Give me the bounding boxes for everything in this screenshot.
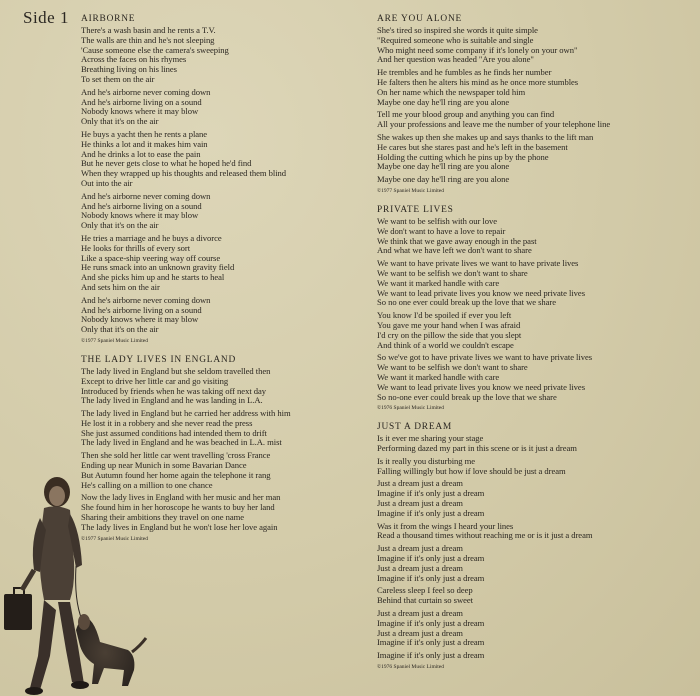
lyric-line: Like a space-ship veering way off course (81, 252, 221, 263)
lyric-line: Is it ever me sharing your stage (377, 433, 484, 444)
lyric-line: The lady lives in England but he won't lose her love again (81, 521, 278, 532)
lyric-line: Imagine if it's only just a dream (377, 637, 485, 648)
lyric-stanza (377, 434, 695, 454)
lyric-line: Is it really you disturbing me (377, 455, 476, 466)
lyric-stanza (377, 522, 695, 542)
lyric-line: The lady lived in England and he was beached in L.A. mist (81, 437, 282, 448)
lyric-line: Was it from the wings I heard your lines (377, 520, 514, 531)
lyric-line: And think of a world we couldn't escape (377, 339, 514, 350)
lyric-line: But he never gets close to what he hoped he'd find (81, 158, 252, 169)
lyric-line: Imagine if it's only just a dream (377, 507, 485, 518)
lyric-line: He cares but she stares past and he's left in the basement (377, 141, 568, 152)
lyric-line: We don't want to have a love to repair (377, 225, 506, 236)
lyric-line: Imagine if it's only just a dream (377, 488, 485, 499)
lyric-line: Just a dream just a dream (377, 608, 463, 619)
lyric-line: But Autumn found her home again the telephone it rang (81, 469, 271, 480)
lyric-line: Only that it's on the air (81, 220, 159, 231)
lyric-stanza (81, 367, 351, 406)
lyric-line: Across the faces on his rhymes (81, 54, 187, 65)
lyric-line: Then she sold her little car went travelling 'cross France (81, 450, 271, 461)
copyright-notice: ©1977 Spaniel Music Limited (81, 337, 148, 344)
lyric-line: Maybe one day he'll ring are you alone (377, 96, 510, 107)
lyric-line: Holding the cutting which he pins up by the phone (377, 151, 549, 162)
lyric-line: The lady lived in England and he was landing in L.A. (81, 395, 263, 406)
side-label: Side 1 (23, 8, 69, 27)
lyric-line: And what we have left we don't want to share (377, 245, 532, 256)
lyric-line: The lady lived in England but he carried her address with him (81, 408, 291, 419)
lyric-stanza (377, 457, 695, 477)
lyric-stanza (81, 26, 351, 85)
lyric-line: When they wrapped up his thoughts and released them blind (81, 168, 287, 179)
lyric-line: And he's airborne never coming down (81, 190, 211, 201)
lyric-line: Read a thousand times without reaching me or is it just a dream (377, 530, 593, 541)
lyric-line: So no-one ever could break up the love that we share (377, 391, 557, 402)
lyric-line: And he's airborne never coming down (81, 294, 211, 305)
lyric-stanza (81, 296, 351, 335)
lyric-line: Just a dream just a dream (377, 498, 463, 509)
lyric-stanza (377, 353, 695, 402)
lyric-line: On her name which the newspaper told him (377, 86, 526, 97)
lyric-line: And he drinks a lot to ease the pain (81, 148, 201, 159)
lyric-line: Maybe one day he'll ring are you alone (377, 174, 510, 185)
lyric-stanza (81, 88, 351, 127)
copyright-notice: ©1976 Spaniel Music Limited (377, 664, 444, 671)
lyric-stanza (377, 133, 695, 172)
lyric-line: We want to have private lives we want to have private lives (377, 258, 579, 269)
lyric-line: Imagine if it's only just a dream (377, 650, 485, 661)
lyric-stanza (81, 234, 351, 293)
lyric-line: To set them on the air (81, 73, 155, 84)
man-with-dog-photo (0, 470, 150, 696)
lyric-line: Tell me your blood group and anything you can find (377, 109, 555, 120)
lyric-line: Just a dream just a dream (377, 562, 463, 573)
lyric-line: And he's airborne living on a sound (81, 304, 202, 315)
lyric-line: Out into the air (81, 177, 133, 188)
lyric-line: And he's airborne living on a sound (81, 96, 202, 107)
lyric-line: Sharing their ambitions they travel on one name (81, 512, 245, 523)
lyric-line: Nobody knows where it may blow (81, 314, 199, 325)
lyric-line: Just a dream just a dream (377, 478, 463, 489)
lyric-line: Behind that curtain so sweet (377, 595, 473, 606)
song-title: ARE YOU ALONE (377, 14, 463, 24)
lyric-line: She's tired so inspired she words it quite simple (377, 25, 538, 35)
lyric-line: We want to be selfish with our love (377, 215, 497, 226)
lyric-line: So we've got to have private lives we want to have private lives (377, 352, 593, 363)
lyric-line: He runs smack into an unknown gravity field (81, 262, 235, 273)
lyric-line: We want to be selfish we don't want to share (377, 267, 528, 278)
lyric-line: Maybe one day he'll ring are you alone (377, 161, 510, 172)
lyric-line: Nobody knows where it may blow (81, 210, 199, 221)
lyric-line: She wakes up then she makes up and says thanks to the lift man (377, 131, 594, 142)
lyric-line: She found him in her horoscope he wants to buy her land (81, 502, 275, 513)
lyric-stanza (377, 479, 695, 518)
lyric-line: And sets him on the air (81, 281, 160, 292)
copyright-notice: ©1976 Spaniel Music Limited (377, 405, 444, 412)
lyric-line: Introduced by friends when he was taking off next day (81, 385, 267, 396)
lyric-line: So no one ever could break up the love that we share (377, 297, 557, 308)
lyric-line: She just assumed conditions had intended them to drift (81, 427, 267, 438)
lyric-line: Careless sleep I feel so deep (377, 585, 473, 596)
lyric-line: We want to lead private lives you know we need private lives (377, 381, 585, 392)
lyric-line: He trembles and he fumbles as he finds her number (377, 67, 552, 78)
lyric-line: I'd cry on the pillow the side that you slept (377, 329, 522, 340)
lyric-line: Only that it's on the air (81, 116, 159, 127)
lyric-stanza (377, 110, 695, 130)
lyric-line: He falters then he alters his mind as he once more stumbles (377, 76, 579, 87)
lyric-line: Imagine if it's only just a dream (377, 617, 485, 628)
lyric-line: The walls are thin and he's not sleeping (81, 34, 215, 45)
lyric-line: 'Cause someone else the camera's sweeping (81, 44, 229, 55)
copyright-notice: ©1977 Spaniel Music Limited (377, 187, 444, 194)
lyric-line: We want to lead private lives you know we need private lives (377, 287, 585, 298)
lyric-stanza (377, 544, 695, 583)
song-title: JUST A DREAM (377, 422, 453, 433)
lyric-line: We want to be selfish we don't want to share (377, 362, 528, 373)
lyric-stanza (377, 175, 695, 185)
lyric-stanza (377, 651, 695, 661)
lyric-line: Ending up near Munich in some Bavarian Dance (81, 460, 247, 471)
lyric-line: Who might need some company if it's lonely on your own" (377, 44, 578, 55)
right-lyrics-column (377, 14, 695, 681)
lyric-stanza (377, 68, 695, 107)
song-title: THE LADY LIVES IN ENGLAND (81, 354, 237, 365)
lyric-line: You know I'd be spoiled if ever you left (377, 310, 512, 321)
lyric-line: Except to drive her little car and go visiting (81, 375, 229, 386)
lyric-stanza (377, 259, 695, 308)
lyric-stanza (377, 26, 695, 65)
copyright-notice: ©1977 Spaniel Music Limited (81, 535, 148, 542)
lyric-line: You gave me your hand when I was afraid (377, 319, 521, 330)
lyric-line: Performing dazed my part in this scene or is it just a dream (377, 443, 577, 454)
lyric-line: Nobody knows where it may blow (81, 106, 199, 117)
lyric-line: And he's airborne never coming down (81, 86, 211, 97)
lyric-stanza (377, 217, 695, 256)
lyric-line: Just a dream just a dream (377, 543, 463, 554)
lyric-stanza (81, 130, 351, 189)
lyric-line: We want it marked handle with care (377, 277, 500, 288)
lyric-line: He lost it in a robbery and she never read the press (81, 417, 253, 428)
song-title: PRIVATE LIVES (377, 204, 454, 215)
lyric-line: All your professions and leave me the number of your telephone line (377, 119, 611, 130)
lyric-line: "Required someone who is suitable and single (377, 34, 534, 45)
lyric-line: Falling willingly but how if love should be just a dream (377, 465, 566, 476)
lyric-line: He's calling on a million to one chance (81, 479, 213, 490)
lyric-line: He buys a yacht then he rents a plane (81, 128, 208, 139)
song-title: AIRBORNE (81, 14, 136, 24)
lyric-stanza (377, 311, 695, 350)
lyric-stanza (377, 609, 695, 648)
lyric-line: The lady lived in England but she seldom travelled then (81, 365, 271, 376)
lyric-line: Imagine if it's only just a dream (377, 553, 485, 564)
lyric-line: Imagine if it's only just a dream (377, 572, 485, 583)
lyric-line: And she picks him up and he starts to heal (81, 272, 225, 283)
lyric-line: And her question was headed "Are you alone" (377, 54, 534, 65)
lyric-line: We think that we gave away enough in the past (377, 235, 537, 246)
lyric-line: He thinks a lot and it makes him vain (81, 138, 208, 149)
lyric-line: Now the lady lives in England with her music and her man (81, 492, 281, 503)
lyric-stanza (81, 192, 351, 231)
lyric-stanza (81, 409, 351, 448)
lyric-line: And he's airborne living on a sound (81, 200, 202, 211)
lyric-line: He looks for thrills of every sort (81, 242, 191, 253)
lyric-line: Just a dream just a dream (377, 627, 463, 638)
lyric-line: We want it marked handle with care (377, 371, 500, 382)
lyric-line: Breathing living on his lines (81, 64, 177, 75)
lyric-line: Only that it's on the air (81, 324, 159, 335)
lyric-line: There's a wash basin and he rents a T.V. (81, 25, 216, 35)
lyric-stanza (377, 586, 695, 606)
lyric-line: He tries a marriage and he buys a divorce (81, 232, 222, 243)
